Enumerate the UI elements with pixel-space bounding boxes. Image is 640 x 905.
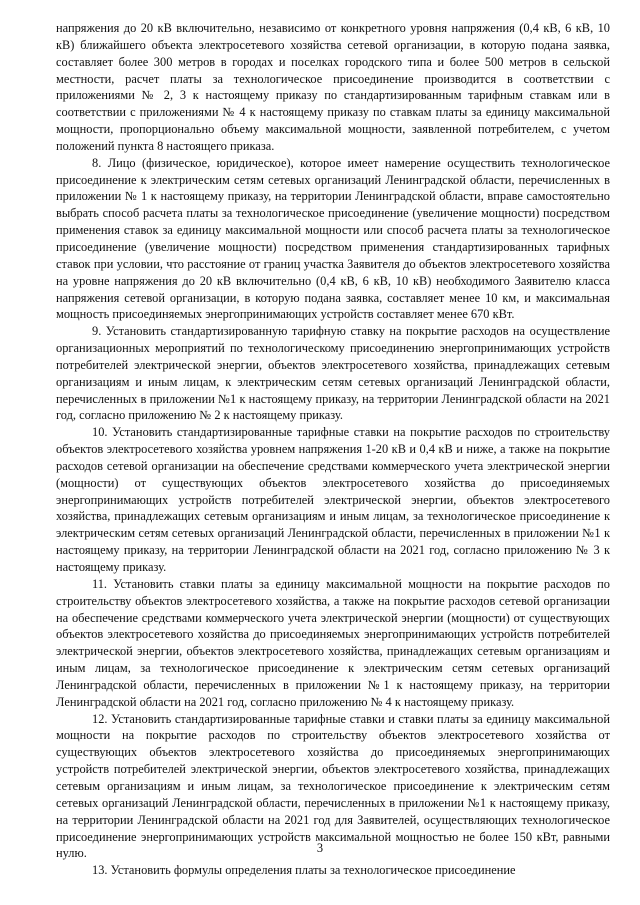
document-page bbox=[56, 20, 610, 879]
paragraph-7-continuation: напряжения до 20 кВ включительно, независимо от конкретного уровня напряжения (0,4 кВ, 6 кВ, 10 кВ) ближайшего объекта электросетевого хозяйства сетевой организации, в которую подана заявка, составляет более 300 метров в городах и поселках городского типа и более 500 метров в сельской местности, расчет платы за технологическое присоединение производится в соответствии с приложениями № 2, 3 к настоящему приказу по стандартизированным тарифным ставкам или в соответствии с приложениями № 4 к настоящему приказу по ставкам платы за единицу максимальной мощности, пропорционально объему максимальной мощности, заявленной потребителем, с учетом положений пункта 8 настоящего приказа. bbox=[56, 21, 610, 153]
paragraph-10: 10. Установить стандартизированные тарифные ставки на покрытие расходов по строительству объектов электросетевого хозяйства уровнем напряжения 1-20 кВ и 0,4 кВ и ниже, а также на покрытие расходов сетевой организации на обеспечение средствами коммерческого учета электрической энергии (мощности) от существующих объектов электросетевого хозяйства до присоединяемых энергопринимающих устройств потребителей электрической энергии, объектов электросетевого хозяйства, принадлежащих сетевым организациям и иным лицам, за технологическое присоединение к электрическим сетям сетевых организаций Ленинградской области, перечисленных в приложении №1 к настоящему приказу, на территории Ленинградской области на 2021 год, согласно приложению № 3 к настоящему приказу. bbox=[56, 425, 610, 574]
page-number: 3 bbox=[316, 841, 324, 855]
paragraph-12: 12. Установить стандартизированные тарифные ставки и ставки платы за единицу максимальной мощности на покрытие расходов по строительству объектов электросетевого хозяйства от существующих объектов электросетевого хозяйства до присоединяемых энергопринимающих устройств потребителей электрической энергии, объектов электросетевого хозяйства, принадлежащих сетевым организациям и иным лицам, за технологическое присоединение к электрическим сетям сетевых организаций Ленинградской области, перечисленных в приложении №1 к настоящему приказу, на территории Ленинградской области на 2021 год для Заявителей, осуществляющих технологическое присоединение энергопринимающих устройств максимальной мощностью не более 150 кВт, равными нулю. bbox=[56, 711, 610, 861]
paragraph-11: 11. Установить ставки платы за единицу максимальной мощности на покрытие расходов по строительству объектов электросетевого хозяйства, а также на покрытие расходов сетевой организации на обеспечение средствами коммерческого учета электрической энергии (мощности) от существующих объектов электросетевого хозяйства до присоединяемых энергопринимающих устройств потребителей электрической энергии, объектов электросетевого хозяйства, принадлежащих сетевым организациям и иным лицам, за технологическое присоединение к электрическим сетям сетевых организаций Ленинградской области, перечисленных в приложении №1 к настоящему приказу, на территории Ленинградской области на 2021 год, согласно приложению № 4 к настоящему приказу. bbox=[56, 576, 610, 709]
paragraph-9: 9. Установить стандартизированную тарифную ставку на покрытие расходов на осуществление организационных мероприятий по технологическому присоединению энергопринимающих устройств потребителей электрической энергии, объектов электросетевого хозяйства, принадлежащих сетевым организациям и иным лицам, к электрическим сетям сетевых организаций Ленинградской области, перечисленных в приложении №1 к настоящему приказу, на территории Ленинградской области на 2021 год, согласно приложению № 2 к настоящему приказу. bbox=[56, 324, 610, 423]
paragraph-8: 8. Лицо (физическое, юридическое), которое имеет намерение осуществить технологическое присоединение к электрическим сетям сетевых организаций Ленинградской области, перечисленных в приложении № 1 к настоящему приказу, на территории Ленинградской области, вправе самостоятельно выбрать способ расчета платы за технологическое присоединение (увеличение мощности) посредством применения ставок за единицу максимальной мощности или способ расчета платы за технологическое присоединение (увеличение мощности) посредством применения стандартизированных тарифных ставок при условии, что расстояние от границ участка Заявителя до объектов электросетевого хозяйства на уровне напряжения до 20 кВ включительно (0,4 кВ, 6 кВ, 10 кВ) необходимого Заявителю класса напряжения сетевой организации, в которую подана заявка, составляет менее 10 км, и максимальная мощность присоединяемых энергопринимающих устройств составляет менее 670 кВт. bbox=[56, 155, 610, 322]
paragraph-13-start: 13. Установить формулы определения платы за технологическое присоединение bbox=[92, 863, 516, 878]
